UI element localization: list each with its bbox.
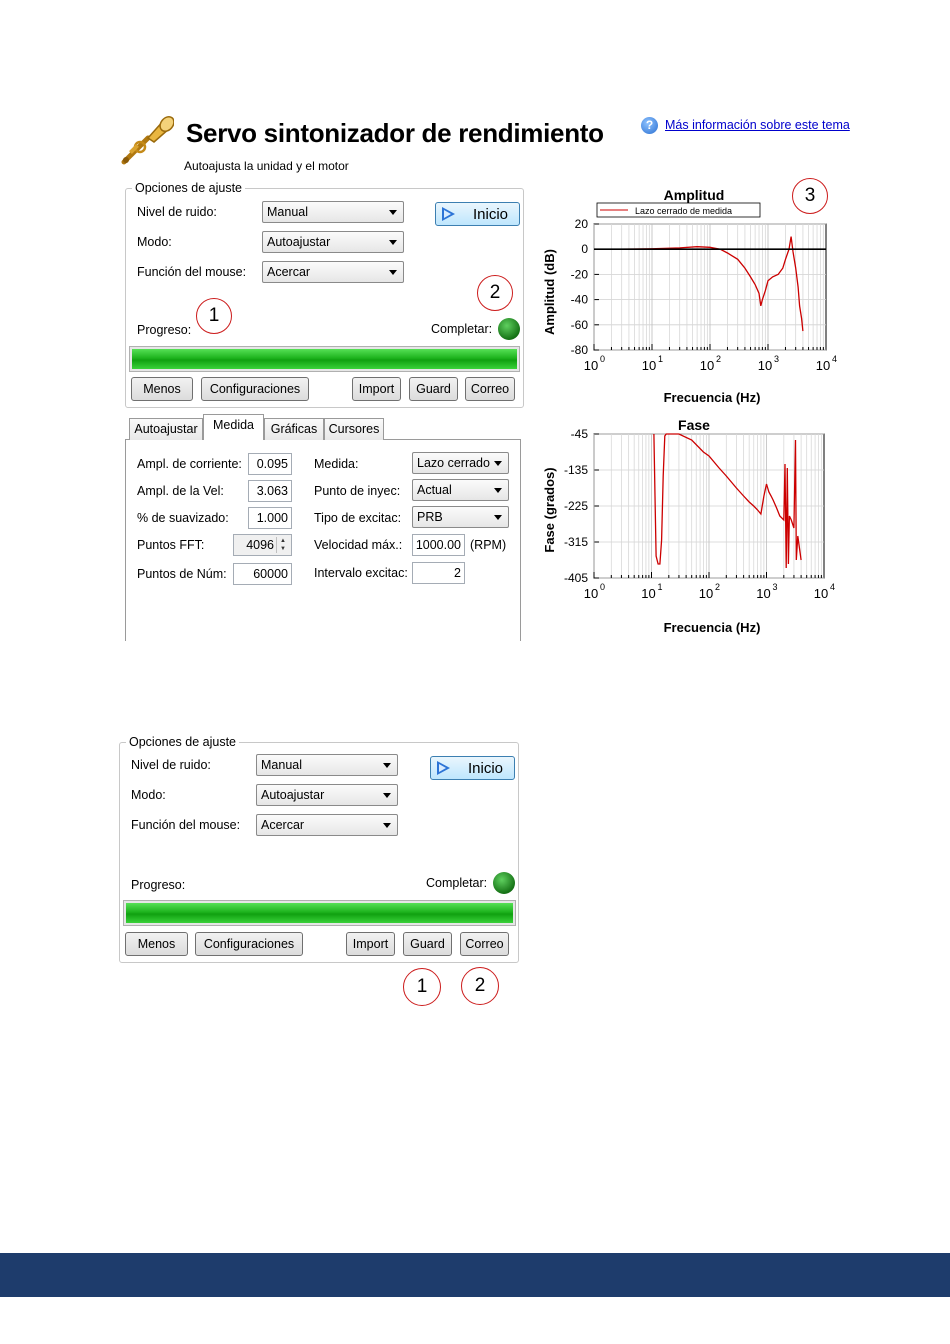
help-link[interactable]: Más información sobre este tema <box>665 118 850 132</box>
footer-bar <box>0 1253 950 1297</box>
num-points-input[interactable]: 60000 <box>233 563 292 585</box>
legend-entry: Lazo cerrado de medida <box>635 206 733 216</box>
mode-select[interactable] <box>262 231 404 253</box>
complete-label: Completar: <box>431 322 493 336</box>
noise-level-select[interactable] <box>256 754 398 776</box>
x-tick-label: 10 <box>815 358 831 373</box>
x-tick-exponent: 2 <box>716 354 722 364</box>
x-tick-exponent: 1 <box>657 582 663 592</box>
noise-level-label: Nivel de ruido: <box>131 758 211 772</box>
status-led-icon <box>498 318 520 340</box>
start-button-label: Inicio <box>468 760 504 777</box>
x-tick-label: 10 <box>641 586 656 601</box>
smoothing-label: % de suavizado: <box>137 511 229 525</box>
spinner-arrows-icon[interactable]: ▲ ▼ <box>276 537 289 553</box>
x-tick-exponent: 4 <box>832 354 838 364</box>
excitation-type-select[interactable] <box>412 506 509 528</box>
annotation-marker: 2 <box>461 967 499 1005</box>
noise-level-select[interactable] <box>262 201 404 223</box>
y-tick-label: -45 <box>570 427 588 441</box>
excitation-interval-label: Intervalo excitac: <box>314 566 408 580</box>
chevron-down-icon <box>389 270 397 275</box>
save-button[interactable]: Guard <box>403 932 452 956</box>
x-tick-label: 10 <box>756 586 771 601</box>
mouse-function-select[interactable] <box>256 814 398 836</box>
chevron-down-icon <box>389 240 397 245</box>
annotation-marker: 1 <box>196 298 232 334</box>
y-axis-label: Amplitud (dB) <box>542 249 557 335</box>
injection-point-value: Actual <box>417 483 452 497</box>
max-speed-label: Velocidad máx.: <box>314 538 403 552</box>
tuning-options-title: Opciones de ajuste <box>126 735 239 749</box>
chevron-down-icon <box>494 488 502 493</box>
chart-title: Amplitud <box>663 187 725 203</box>
save-button[interactable]: Guard <box>409 377 458 401</box>
y-tick-label: -135 <box>563 463 588 477</box>
import-button[interactable]: Import <box>346 932 395 956</box>
tab-cursors[interactable]: Cursores <box>324 418 384 440</box>
x-tick-label: 10 <box>757 358 773 373</box>
chevron-down-icon <box>383 793 391 798</box>
trumpet-icon <box>118 114 174 170</box>
noise-level-value: Manual <box>261 758 302 772</box>
page-title: Servo sintonizador de rendimiento <box>186 118 604 148</box>
mode-label: Modo: <box>131 788 166 802</box>
injection-point-select[interactable] <box>412 479 509 501</box>
mouse-function-label: Función del mouse: <box>137 265 247 279</box>
current-amplitude-input[interactable]: 0.095 <box>248 453 292 475</box>
phase-chart[interactable] <box>538 416 843 644</box>
fft-points-label: Puntos FFT: <box>137 538 205 552</box>
mode-select[interactable] <box>256 784 398 806</box>
injection-point-label: Punto de inyec: <box>314 484 401 498</box>
page-subtitle: Autoajusta la unidad y el motor <box>184 159 349 173</box>
smoothing-input[interactable]: 1.000 <box>248 507 292 529</box>
x-tick-exponent: 0 <box>600 582 606 592</box>
current-amplitude-label: Ampl. de corriente: <box>137 457 242 471</box>
y-tick-label: -315 <box>563 535 588 549</box>
y-tick-label: -40 <box>570 292 588 307</box>
import-button[interactable]: Import <box>352 377 401 401</box>
y-tick-label: -20 <box>570 267 588 282</box>
annotation-marker: 3 <box>792 178 828 214</box>
less-button[interactable]: Menos <box>131 377 193 401</box>
mode-value: Autoajustar <box>261 788 325 802</box>
num-points-label: Puntos de Núm: <box>137 567 227 581</box>
progress-bar <box>123 900 516 926</box>
velocity-amplitude-label: Ampl. de la Vel: <box>137 484 224 498</box>
measure-value: Lazo cerrado <box>417 456 490 470</box>
start-button-label: Inicio <box>473 206 509 223</box>
progress-bar <box>129 346 520 372</box>
status-led-icon <box>493 872 515 894</box>
settings-button[interactable]: Configuraciones <box>201 377 309 401</box>
measure-select[interactable] <box>412 452 509 474</box>
start-button[interactable] <box>435 202 520 226</box>
progress-fill <box>126 903 513 923</box>
y-tick-label: 0 <box>581 242 588 257</box>
excitation-interval-input[interactable]: 2 <box>412 562 465 584</box>
excitation-type-label: Tipo de excitac: <box>314 511 402 525</box>
chevron-down-icon <box>494 515 502 520</box>
noise-level-value: Manual <box>267 205 308 219</box>
x-tick-label: 10 <box>813 586 829 601</box>
chevron-down-icon <box>383 823 391 828</box>
measure-label: Medida: <box>314 457 359 471</box>
chevron-down-icon <box>389 210 397 215</box>
x-tick-label: 10 <box>641 358 657 373</box>
complete-label: Completar: <box>426 876 488 890</box>
y-tick-label: -405 <box>563 571 588 585</box>
fft-points-value: 4096 <box>246 538 274 552</box>
x-tick-exponent: 3 <box>774 354 780 364</box>
x-tick-exponent: 1 <box>658 354 664 364</box>
chevron-down-icon <box>383 763 391 768</box>
x-tick-label: 10 <box>699 358 715 373</box>
progress-label: Progreso: <box>137 323 192 337</box>
y-tick-label: -225 <box>563 499 588 513</box>
play-icon <box>442 207 455 221</box>
mode-value: Autoajustar <box>267 235 331 249</box>
y-tick-label: 20 <box>574 217 588 231</box>
progress-label: Progreso: <box>131 878 186 892</box>
email-button[interactable]: Correo <box>460 932 509 956</box>
start-button[interactable] <box>430 756 515 780</box>
x-axis-label: Frecuencia (Hz) <box>663 620 761 635</box>
x-tick-exponent: 3 <box>772 582 778 592</box>
tab-autotune[interactable]: Autoajustar <box>129 418 203 440</box>
annotation-marker: 2 <box>477 275 513 311</box>
email-button[interactable]: Correo <box>465 377 515 401</box>
noise-level-label: Nivel de ruido: <box>137 205 217 219</box>
chevron-down-icon <box>494 461 502 466</box>
tab-measure[interactable]: Medida <box>203 414 264 440</box>
x-tick-label: 10 <box>583 586 599 601</box>
max-speed-input[interactable]: 1000.00 <box>412 534 465 556</box>
tab-graphs[interactable]: Gráficas <box>264 418 324 440</box>
velocity-amplitude-input[interactable]: 3.063 <box>248 480 292 502</box>
x-tick-label: 10 <box>698 586 714 601</box>
less-button[interactable]: Menos <box>125 932 188 956</box>
progress-fill <box>132 349 517 369</box>
max-speed-unit: (RPM) <box>470 538 507 552</box>
mouse-function-label: Función del mouse: <box>131 818 241 832</box>
x-tick-exponent: 4 <box>830 582 836 592</box>
y-tick-label: -80 <box>570 343 588 357</box>
x-tick-exponent: 0 <box>600 354 606 364</box>
tuning-options-title: Opciones de ajuste <box>132 181 245 195</box>
amplitude-chart[interactable] <box>538 180 843 410</box>
x-axis-label: Frecuencia (Hz) <box>663 390 761 405</box>
x-tick-exponent: 2 <box>715 582 721 592</box>
mouse-function-value: Acercar <box>261 818 305 832</box>
mouse-function-value: Acercar <box>267 265 311 279</box>
y-tick-label: -60 <box>570 317 588 332</box>
play-icon <box>437 761 450 775</box>
mouse-function-select[interactable] <box>262 261 404 283</box>
y-axis-label: Fase (grados) <box>542 467 557 553</box>
excitation-type-value: PRB <box>417 510 443 524</box>
chart-title: Fase <box>678 417 710 433</box>
help-icon[interactable]: ? <box>641 117 658 134</box>
fft-points-stepper[interactable] <box>233 534 292 556</box>
annotation-marker: 1 <box>403 968 441 1006</box>
mode-label: Modo: <box>137 235 172 249</box>
x-tick-label: 10 <box>583 358 599 373</box>
settings-button[interactable]: Configuraciones <box>195 932 303 956</box>
